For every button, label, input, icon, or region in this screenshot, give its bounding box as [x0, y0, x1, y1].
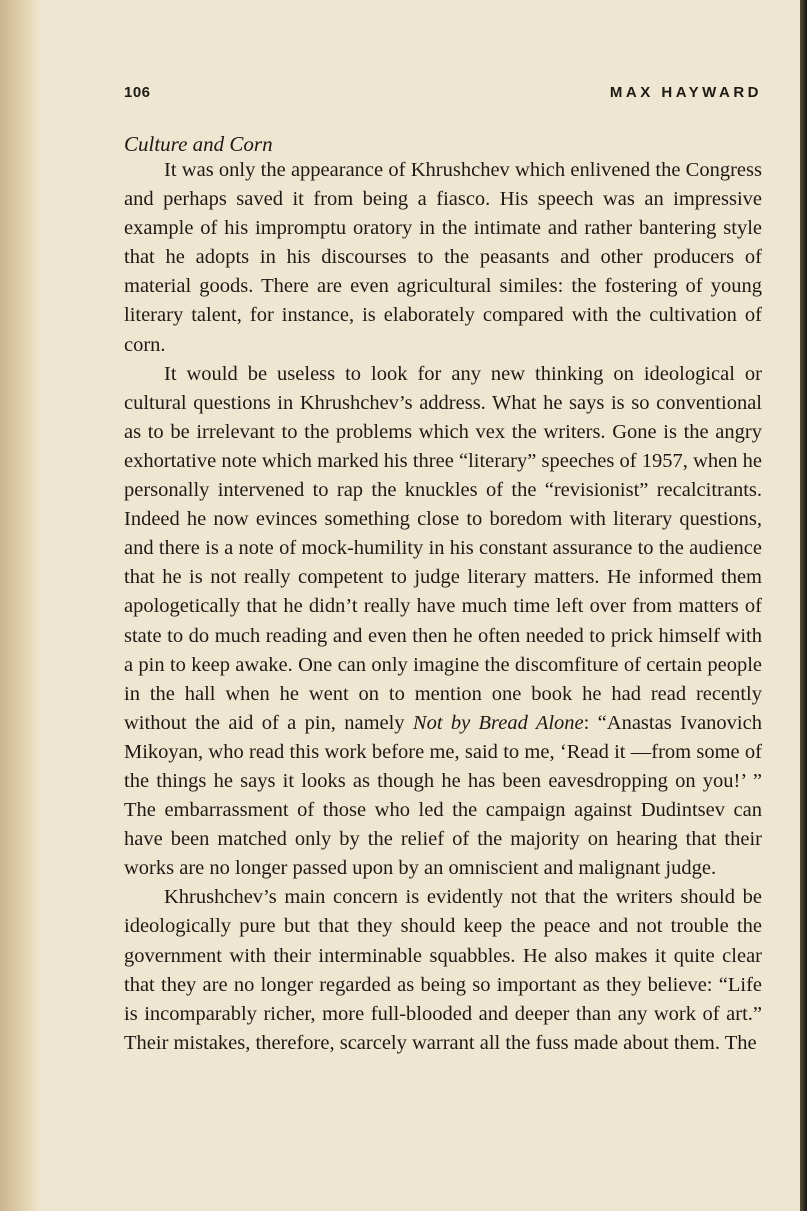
- paragraph-2-text-after: : “Anastas Ivanovich Mikoyan, who read this work before me, said to me, ‘Read it —from some of the things he says it looks as though he has been eavesdropping on you!’ ” The embarrassment of those who led the campaign against Dudintsev can have been matched only by the relief of the majority on hearing that their works are no longer passed upon by an omniscient and malignant judge.: [124, 711, 762, 880]
- body-text: [124, 156, 762, 1058]
- page-number: 106: [124, 84, 151, 101]
- page-edge-shadow: [800, 0, 807, 1211]
- book-spine-shadow: [0, 0, 40, 1211]
- paragraph-2-text-before: It would be useless to look for any new thinking on ideological or cultural questions in Khrushchev’s address. What he says is so conventional as to be irrelevant to the problems which vex the writers. Gone is the angry exhortative note which marked his three “literary” speeches of 1957, when he personally intervened to rap the knuckles of the “revisionist” recalcitrants. Indeed he now evinces something close to boredom with literary questions, and there is a note of mock-humility in his constant assurance to the audience that he is not really competent to judge literary matters. He informed them apologetically that he didn’t really have much time left over from matters of state to do much reading and even then he often needed to prick himself with a pin to keep awake. One can only imagine the discomfiture of certain people in the hall when he went on to mention one book he had read recently without the aid of a pin, namely: [124, 362, 762, 734]
- running-title: MAX HAYWARD: [609, 84, 762, 101]
- paragraph-1: It was only the appearance of Khrushchev which enlivened the Congress and perhaps saved it from being a fiasco. His speech was an impressive example of his impromptu oratory in the intimate and rather bantering style that he adopts in his discourses to the peasants and other producers of material goods. There are even agricultural similes: the fostering of young literary talent, for instance, is elaborately compared with the cultivation of corn.: [124, 159, 762, 356]
- paragraph-2: [124, 360, 762, 884]
- book-title: Not by Bread Alone: [412, 711, 584, 734]
- paragraph-3: Khrushchev’s main concern is evidently not that the writers should be ideologically pure but that they should keep the peace and not trouble the government with their interminable squabbles. He also makes it quite clear that they are no longer regarded as being so important as they believe: “Life is incomparably richer, more full-blooded and deeper than any work of art.” Their mistakes, therefore, scarcely warrant all the fuss made about them. The: [124, 886, 762, 1054]
- running-head: [124, 84, 762, 108]
- section-title: Culture and Corn: [124, 132, 273, 156]
